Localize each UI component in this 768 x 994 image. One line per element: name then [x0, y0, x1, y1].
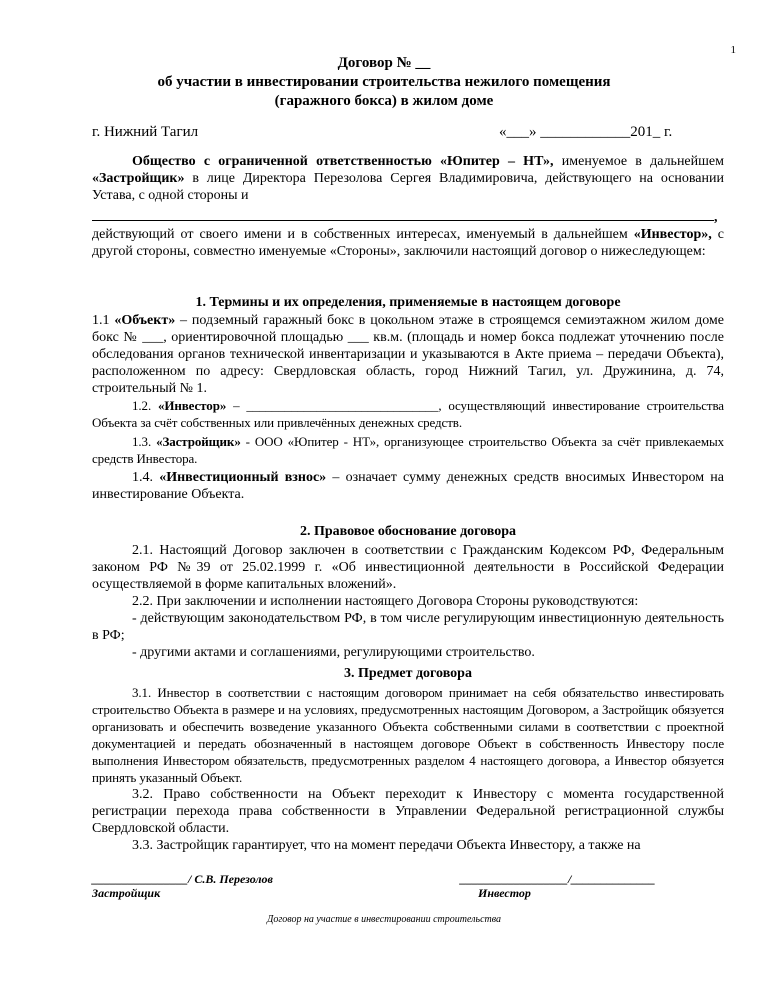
investment-term-def: «Инвестиционный взнос» — [159, 470, 327, 485]
developer-signature-line: ________________/ С.В. Перезолов — [92, 872, 273, 886]
section2-body — [92, 542, 724, 661]
investor-term: «Инвестор», — [633, 227, 712, 242]
section3-body — [92, 684, 724, 854]
section2-heading: 2. Правовое обоснование договора — [299, 524, 517, 539]
contract-title: Договор № __ — [337, 55, 431, 71]
intro-text-2: действующий от своего имени и в собственных интересах, именуемый в дальнейшем — [92, 227, 634, 242]
intro-text-2-end: с другой стороны, совместно именуемые «Стороны», заключили настоящий договор о нижеследующем: — [92, 227, 724, 259]
clause-3-1: 3.1. Инвестор в соответствии с настоящим договором принимает на себя обязательство инвестировать строительство Объекта в размере и на условиях, предусмотренных настоящим Договором, а Застройщик обязуется организовать и обеспечить возведение указанного Объекта собственными силами в соответствии с проектной документацией и передать обозначенный в настоящем договоре Объект в собственность Инвестору после выполнения Инвестором обязательств, предусмотренных разделом 4 настоящего договора, а Инвестор обязуется принять указанный Объект. — [92, 685, 724, 785]
intro-paragraph — [92, 153, 724, 260]
contract-date: «___» ____________201_ г. — [499, 124, 673, 140]
clause-2-2: 2.2. При заключении и исполнении настоящего Договора Стороны руководствуются: — [132, 594, 639, 609]
clause-1-3-number: 1.3. — [132, 434, 157, 449]
clause-1-3-text: - ООО «Юпитер - НТ», организующее строительство Объекта за счёт привлекаемых средств Инвестора. — [92, 434, 724, 466]
developer-term: «Застройщик» — [92, 171, 185, 186]
clause-1-1-number: 1.1 — [92, 313, 115, 328]
clause-2-1: 2.1. Настоящий Договор заключен в соответствии с Гражданским Кодексом РФ, Федеральным законом РФ №39 от 25.02.1999 г. «Об инвестиционной деятельности в Российской Федерации осуществляемой в форме капитальных вложений». — [92, 543, 724, 592]
intro-text-end: в лице Директора Перезолова Сергея Владимировича, действующего на основании Устава, с одной стороны и — [92, 171, 724, 203]
intro-text: именуемое в дальнейшем — [553, 154, 724, 169]
investor-name-blank — [92, 206, 714, 221]
blank-comma: , — [714, 210, 718, 225]
object-term: «Объект» — [114, 313, 176, 328]
investor-signature-line: __________________/______________ — [460, 872, 656, 886]
contract-subtitle-line2: (гаражного бокса) в жилом доме — [274, 93, 494, 109]
city: г. Нижний Тагил — [92, 124, 199, 140]
clause-1-2-text: – ______________________________, осуществляющий инвестирование строительства Объекта за счёт собственных или привлечённых денежных средств. — [92, 398, 724, 430]
clause-1-4-text: – означает сумму денежных средств вносимых Инвестором на инвестирование Объекта. — [92, 470, 725, 502]
clause-1-2-number: 1.2. — [132, 398, 158, 413]
contract-subtitle-line1: об участии в инвестировании строительства нежилого помещения — [157, 74, 611, 90]
clause-3-2: 3.2. Право собственности на Объект переходит к Инвестору с момента государственной регистрации перехода права собственности в Управлении Федеральной регистрационной службы Свердловской области. — [92, 787, 724, 836]
clause-2-2-item2: - другими актами и соглашениями, регулирующими строительство. — [132, 645, 535, 660]
clause-2-2-item1: - действующим законодательством РФ, в том числе регулирующим инвестиционную деятельность в РФ; — [92, 611, 724, 643]
clause-1-4-number: 1.4. — [132, 470, 160, 485]
section3-heading: 3. Предмет договора — [344, 666, 472, 681]
company-name: Общество с ограниченной ответственностью «Юпитер – НТ», — [132, 154, 554, 169]
section1-body — [92, 312, 724, 503]
section1-heading: 1. Термины и их определения, применяемые в настоящем договоре — [195, 295, 621, 310]
developer-signature-label: Застройщик — [92, 886, 161, 900]
clause-3-3: 3.3. Застройщик гарантирует, что на момент передачи Объекта Инвестору, а также на — [132, 838, 641, 853]
investor-term-def: «Инвестор» — [157, 398, 227, 413]
page-number: 1 — [730, 44, 736, 56]
developer-term-def: «Застройщик» — [156, 434, 241, 449]
page-footer: Договор на участие в инвестировании строительства — [267, 914, 501, 925]
investor-signature-label: Инвестор — [478, 886, 531, 900]
clause-1-1-text: – подземный гаражный бокс в цокольном этаже в строящемся семиэтажном жилом доме бокс № ___, ориентировочной площадью ___ кв.м. (площадь и номер бокса подлежат уточнению после обследования органов технической инвентаризации и указываются в Акте приема – передачи Объекта), расположенном по адресу: Свердловская область, город Нижний Тагил, ул. Дружинина, д. 74, строительный № 1. — [92, 313, 725, 396]
